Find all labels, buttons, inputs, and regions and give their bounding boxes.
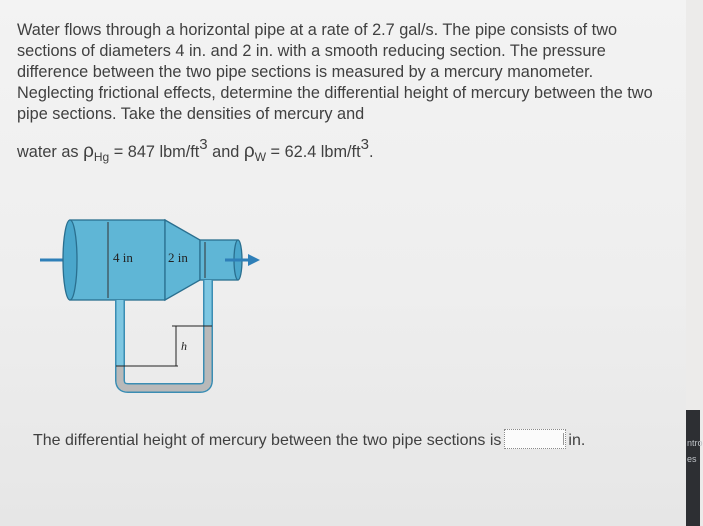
answer-unit: in. [568,432,586,449]
and-text: and [212,143,240,161]
hg-subscript: Hg [93,150,110,164]
label-2in: 2 in [168,250,188,265]
rho-hg-symbol: ρ [83,141,94,162]
side-text-1: ntro [687,438,703,448]
w-density: = 62.4 lbm/ft [270,143,361,161]
w-subscript: W [254,150,267,164]
hg-density: = 847 lbm/ft [113,143,200,161]
label-h: h [181,339,187,353]
problem-text: Water flows through a horizontal pipe at a rate of 2.7 gal/s. The pipe consists of two sections of diameters 4 in. and 2 in. with a smooth reducing section. The pressure difference between the two pipe sections is measured by a mercury manometer. Neglecting frictional effects, determine the differential height of mercury between the two pipe sections. Take the densities of mercury and [17,21,653,123]
problem-statement [17,20,667,125]
answer-prompt: The differential height of mercury between the two pipe sections is [33,432,502,449]
given-prefix: water as [17,143,79,161]
answer-row [33,429,585,450]
label-4in: 4 in [113,250,133,265]
period: . [368,143,374,161]
large-pipe-end [63,220,77,300]
mercury-column [120,326,208,388]
outlet-arrow-icon [248,254,260,266]
side-panel [686,410,703,526]
answer-input[interactable] [504,429,566,449]
rho-w-symbol: ρ [243,141,255,162]
w-exponent: 3 [360,136,369,153]
given-densities [17,136,373,164]
pipe-manometer-figure [40,208,270,393]
hg-exponent: 3 [199,136,208,153]
side-text-2: es [687,454,697,464]
